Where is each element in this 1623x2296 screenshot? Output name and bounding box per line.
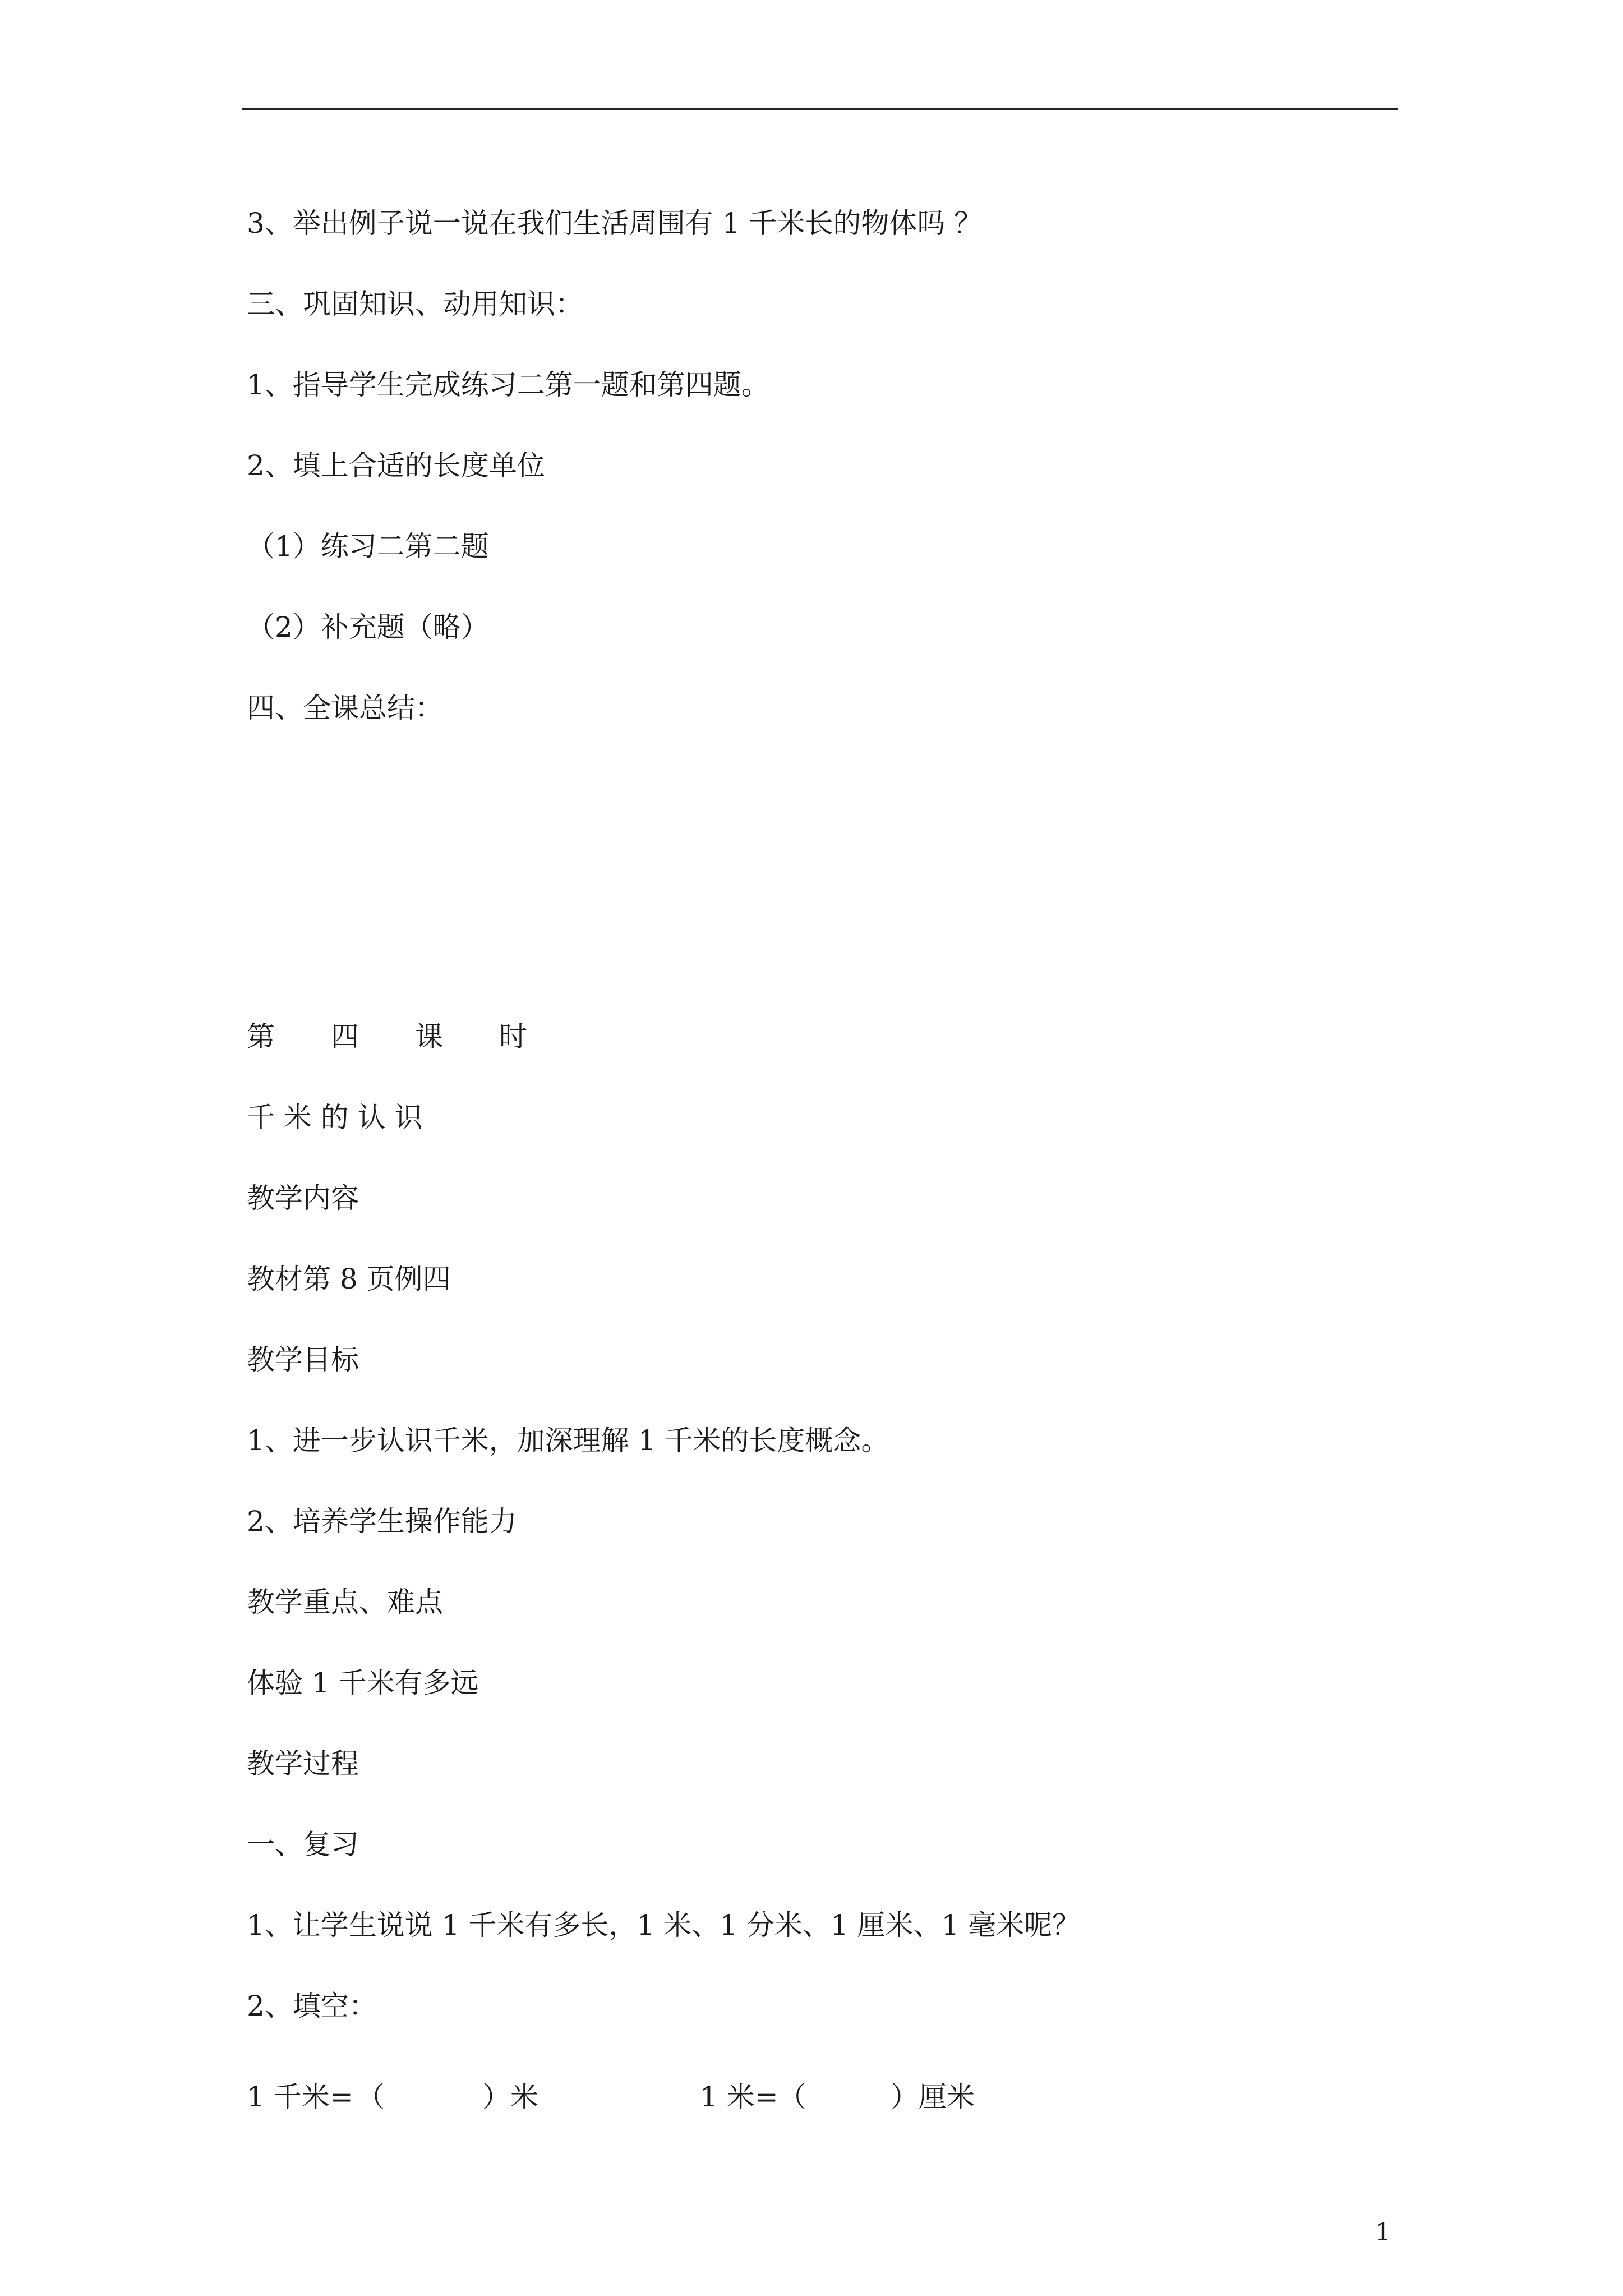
paragraph-line: 3、举出例子说一说在我们生活周围有 1 千米长的物体吗 ？ (247, 207, 983, 240)
paragraph-line: 1、进一步认识千米，加深理解 1 千米的长度概念。 (247, 1424, 889, 1457)
lesson-topic: 千 米 的 认 识 (247, 1101, 423, 1134)
paragraph-line: 体验 1 千米有多远 (247, 1667, 479, 1699)
paragraph-line: 1、指导学生完成练习二第一题和第四题。 (247, 369, 769, 401)
lesson-title: 第 四 课 时 (247, 1020, 527, 1053)
section-heading: 一、复习 (247, 1828, 359, 1861)
paragraph-line: （1）练习二第二题 (247, 530, 489, 563)
blank-km-close: ）米 (482, 2081, 538, 2113)
blank-m-prefix: 1 米=（ (700, 2081, 806, 2113)
fill-in-blank-row (247, 2080, 1032, 2114)
section-heading: 教学重点、难点 (247, 1586, 443, 1618)
section-heading: 四、全课总结： (247, 692, 443, 724)
paragraph-line: 2、填空： (247, 1990, 377, 2022)
paragraph-line: 2、培养学生操作能力 (247, 1505, 517, 1538)
section-heading: 教学目标 (247, 1343, 359, 1376)
blank-m-close: ）厘米 (891, 2081, 975, 2113)
paragraph-line: 1、让学生说说 1 千米有多长，1 米、1 分米、1 厘米、1 毫米呢？ (247, 1909, 1081, 1941)
paragraph-line: 2、填上合适的长度单位 (247, 449, 545, 482)
section-heading: 教学过程 (247, 1747, 359, 1780)
page-number: 1 (1375, 2218, 1391, 2247)
section-heading: 三、巩固知识、动用知识： (247, 288, 583, 320)
paragraph-line: （2）补充题（略） (247, 611, 489, 643)
section-heading: 教学内容 (247, 1182, 359, 1214)
header-rule (242, 108, 1398, 110)
paragraph-line: 教材第 8 页例四 (247, 1263, 451, 1295)
blank-km-open: （ (357, 2081, 385, 2113)
blank-km-prefix: 1 千米= (247, 2081, 353, 2113)
